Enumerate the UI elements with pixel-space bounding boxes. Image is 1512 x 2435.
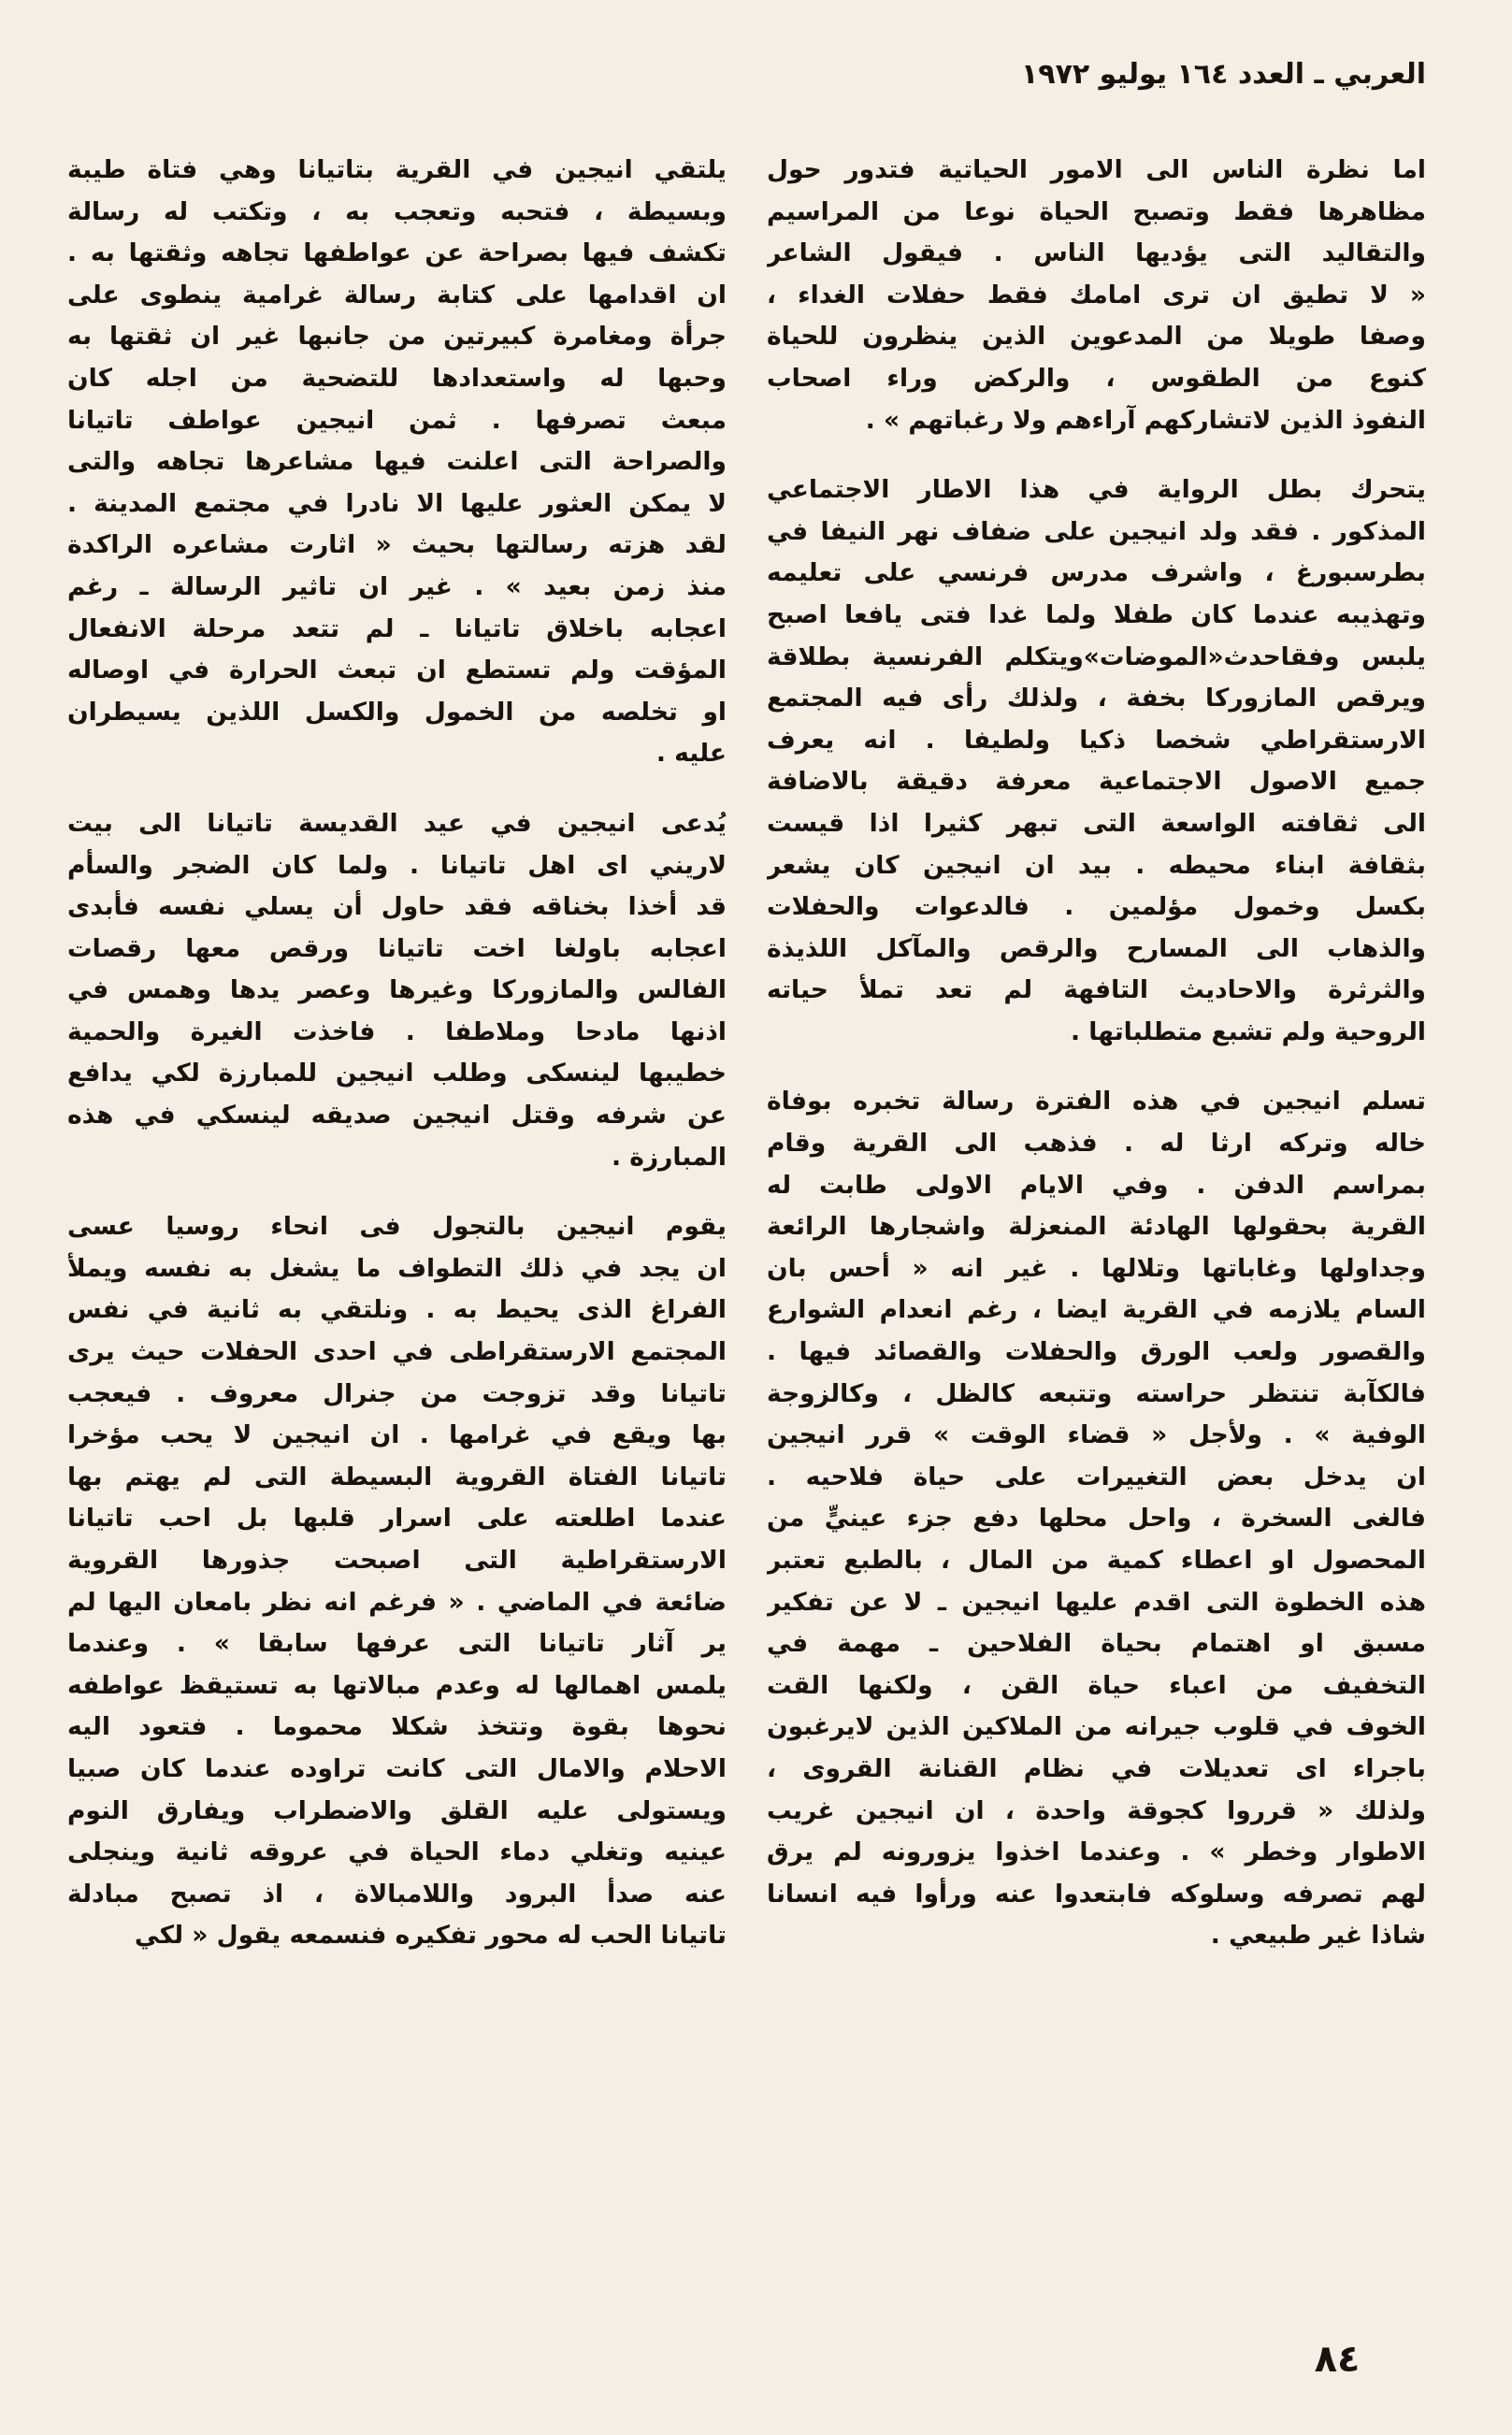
- text-line: ولذلك « قرروا كجوقة واحدة ، ان انيجين غريب: [767, 1795, 1426, 1825]
- left-column-paragraph: [67, 803, 727, 1178]
- text-line: الفراغ الذى يحيط به . ونلتقي به ثانية في نفس: [67, 1295, 727, 1325]
- text-line: وجداولها وغاباتها وتلالها . غير انه « أحس بان: [767, 1253, 1426, 1283]
- text-line: وحبها له واستعدادها للتضحية من اجله كان: [67, 363, 727, 393]
- running-header: العربي ـ العدد ١٦٤ يوليو ١٩٧٢: [1020, 58, 1426, 91]
- text-line: تسلم انيجين في هذه الفترة رسالة تخبره بوفاة: [767, 1087, 1426, 1117]
- text-line: والثرثرة والاحاديث التافهة لم تعد تملأ حياته: [767, 975, 1426, 1005]
- text-line: الى ثقافته الواسعة التى تبهر كثيرا اذا قيست: [767, 808, 1426, 838]
- text-line: يقوم انيجين بالتجول فى انحاء روسيا عسى: [67, 1212, 727, 1242]
- text-line: النفوذ الذين لاتشاركهم آراءهم ولا رغباتهم » .: [865, 405, 1426, 435]
- text-line: عنه صدأ البرود واللامبالاة ، اذ تصبح مبادلة: [67, 1879, 727, 1909]
- text-line: وتهذيبه عندما كان طفلا ولما غدا فتى يافعا اصبح: [767, 599, 1426, 629]
- left-column-paragraph: [67, 150, 727, 775]
- text-line: وصفا طويلا من المدعوين الذين ينظرون للحياة: [767, 322, 1426, 352]
- text-line: خاله وتركه ارثا له . فذهب الى القرية وقام: [767, 1129, 1426, 1159]
- text-line: ويستولى عليه القلق والاضطراب ويفارق النوم: [67, 1795, 727, 1825]
- text-line: القرية بحقولها الهادئة المنعزلة واشجارها الرائعة: [767, 1212, 1426, 1242]
- text-line: الفالس والمازوركا وغيرها وعصر يدها وهمس في: [67, 975, 727, 1005]
- text-line: الارستقراطي شخصا ذكيا ولطيفا . انه يعرف: [767, 725, 1426, 755]
- text-line: يتحرك بطل الرواية في هذا الاطار الاجتماعي: [767, 475, 1426, 505]
- text-line: عندما اطلعته على اسرار قلبها بل احب تاتيانا: [67, 1504, 727, 1534]
- text-line: تاتيانا الفتاة القروية البسيطة التى لم يهتم بها: [67, 1462, 727, 1491]
- text-line: بكسل وخمول مؤلمين . فالدعوات والحفلات: [767, 892, 1426, 922]
- text-line: بطرسبورغ ، واشرف مدرس فرنسي على تعليمه: [767, 558, 1426, 588]
- text-line: يلمس اهمالها له وعدم مبالاتها به تستيقظ عواطفه: [67, 1670, 727, 1700]
- text-line: تاتيانا وقد تزوجت من جنرال معروف . فيعجب: [67, 1378, 727, 1408]
- text-line: جميع الاصول الاجتماعية معرفة دقيقة بالاضافة: [767, 767, 1426, 797]
- text-line: الاحلام والامال التى كانت تراوده عندما كان صبيا: [67, 1753, 727, 1783]
- text-line: يلتقي انيجين في القرية بتاتيانا وهي فتاة طيبة: [67, 155, 727, 184]
- text-line: مبعث تصرفها . ثمن انيجين عواطف تاتيانا: [67, 405, 727, 435]
- text-line: كنوع من الطقوس ، والركض وراء اصحاب: [767, 363, 1426, 393]
- text-line: هذه الخطوة التى اقدم عليها انيجين ـ لا عن تفكير: [767, 1587, 1426, 1617]
- text-line: عن شرفه وقتل انيجين صديقه لينسكي في هذه: [67, 1101, 727, 1131]
- text-line: مظاهرها فقط وتصبح الحياة نوعا من المراسيم: [767, 196, 1426, 226]
- text-line: شاذا غير طبيعي .: [1210, 1921, 1426, 1951]
- text-line: المجتمع الارستقراطى في احدى الحفلات حيث يرى: [67, 1337, 727, 1367]
- text-line: ويرقص المازوركا بخفة ، ولذلك رأى فيه المجتمع: [767, 684, 1426, 713]
- text-line: اعجابه باخلاق تاتيانا ـ لم تتعد مرحلة الانفعال: [67, 613, 727, 643]
- text-line: لا يمكن العثور عليها الا نادرا في مجتمع المدينة .: [67, 488, 727, 518]
- right-column-paragraph: [767, 150, 1426, 441]
- text-line: الروحية ولم تشبع متطلباتها .: [1070, 1016, 1426, 1046]
- text-line: والذهاب الى المسارح والرقص والمآكل اللذيذة: [767, 933, 1426, 963]
- text-line: لهم تصرفه وسلوكه فابتعدوا عنه ورأوا فيه انسانا: [767, 1879, 1426, 1909]
- text-line: لاريني اى اهل تاتيانا . ولما كان الضجر والسأم: [67, 850, 727, 880]
- text-line: بها ويقع في غرامها . ان انيجين لا يحب مؤخرا: [67, 1420, 727, 1450]
- text-line: المبارزة .: [611, 1142, 727, 1172]
- text-line: ير آثار تاتيانا التى عرفها سابقا » . وعندما: [67, 1629, 727, 1659]
- text-line: اعجابه باولغا اخت تاتيانا ورقص معها رقصات: [67, 933, 727, 963]
- text-line: لقد هزته رسالتها بحيث « اثارت مشاعره الراكدة: [67, 530, 727, 560]
- text-line: منذ زمن بعيد » . غير ان تاثير الرسالة ـ رغم: [67, 571, 727, 601]
- text-line: يلبس وفقاحدث«الموضات»ويتكلم الفرنسية بطلاقة: [767, 641, 1426, 671]
- text-line: مسبق او اهتمام بحياة الفلاحين ـ مهمة في: [767, 1629, 1426, 1659]
- text-line: السام يلازمه في القرية ايضا ، رغم انعدام الشوارع: [767, 1295, 1426, 1325]
- text-line: ان يدخل بعض التغييرات على حياة فلاحيه .: [767, 1462, 1426, 1491]
- right-column: [767, 150, 1426, 1957]
- text-line: والتقاليد التى يؤديها الناس . فيقول الشاعر: [767, 238, 1426, 268]
- text-line: باجراء اى تعديلات في نظام القنانة القروى ،: [767, 1753, 1426, 1783]
- text-line: تاتيانا الحب له محور تفكيره فنسمعه يقول « لكي: [134, 1921, 727, 1951]
- text-line: فالغى السخرة ، واحل محلها دفع جزء عينيٍّ من: [767, 1504, 1426, 1534]
- text-line: المحصول او اعطاء كمية من المال ، بالطبع تعتبر: [767, 1546, 1426, 1575]
- text-line: عليه .: [655, 739, 727, 769]
- text-line: والقصور ولعب الورق والحفلات والقصائد فيها .: [767, 1337, 1426, 1367]
- text-line: فالكآبة تنتظر حراسته وتتبعه كالظل ، وكالزوجة: [767, 1378, 1426, 1408]
- text-line: ضائعة في الماضي . « فرغم انه نظر بامعان اليها لم: [67, 1587, 727, 1617]
- text-line: التخفيف من اعباء حياة القن ، ولكنها القت: [767, 1670, 1426, 1700]
- text-line: جرأة ومغامرة كبيرتين من جانبها غير ان ثقتها به: [67, 322, 727, 352]
- text-line: يُدعى انيجين في عيد القديسة تاتيانا الى بيت: [67, 808, 727, 838]
- text-line: اما نظرة الناس الى الامور الحياتية فتدور حول: [767, 155, 1426, 184]
- text-line: نحوها بقوة وتتخذ شكلا محموما . فتعود اليه: [67, 1712, 727, 1742]
- text-line: المذكور . فقد ولد انيجين على ضفاف نهر النيفا في: [767, 516, 1426, 546]
- page-number: ٨٤: [1314, 2338, 1361, 2381]
- text-line: « لا تطيق ان ترى امامك فقط حفلات الغداء ،: [767, 280, 1426, 310]
- text-line: ان يجد في ذلك التطواف ما يشغل به نفسه ويملأ: [67, 1253, 727, 1283]
- text-line: خطيبها لينسكى وطلب انيجين للمبارزة لكي يدافع: [67, 1059, 727, 1088]
- right-column-paragraph: [767, 469, 1426, 1053]
- text-line: الارستقراطية التى اصبحت جذورها القروية: [67, 1546, 727, 1575]
- text-line: اذنها مادحا وملاطفا . فاخذت الغيرة والحمية: [67, 1016, 727, 1046]
- text-line: بمراسم الدفن . وفي الايام الاولى طابت له: [767, 1170, 1426, 1200]
- left-column: [67, 150, 727, 1957]
- text-line: ان اقدامها على كتابة رسالة غرامية ينطوى على: [67, 280, 727, 310]
- text-line: عينيه وتغلي دماء الحياة في عروقه ثانية وينجلى: [67, 1837, 727, 1867]
- text-line: او تخلصه من الخمول والكسل اللذين يسيطران: [67, 697, 727, 727]
- text-line: تكشف فيها بصراحة عن عواطفها تجاهه وثقتها به .: [67, 238, 727, 268]
- text-line: والصراحة التى اعلنت فيها مشاعرها تجاهه والتى: [67, 447, 727, 477]
- text-line: وبسيطة ، فتحبه وتعجب به ، وتكتب له رسالة: [67, 196, 727, 226]
- text-line: الخوف في قلوب جيرانه من الملاكين الذين لايرغبون: [767, 1712, 1426, 1742]
- text-line: قد أخذا بخناقه فقد حاول أن يسلي نفسه فأبدى: [67, 892, 727, 922]
- text-line: الاطوار وخطر » . وعندما اخذوا يزورونه لم يرق: [767, 1837, 1426, 1867]
- text-line: الوفية » . ولأجل « قضاء الوقت » قرر انيجين: [767, 1420, 1426, 1450]
- left-column-paragraph: [67, 1206, 727, 1957]
- text-line: المؤقت ولم تستطع ان تبعث الحرارة في اوصاله: [67, 656, 727, 685]
- text-line: بثقافة ابناء محيطه . بيد ان انيجين كان يشعر: [767, 850, 1426, 880]
- right-column-paragraph: [767, 1081, 1426, 1956]
